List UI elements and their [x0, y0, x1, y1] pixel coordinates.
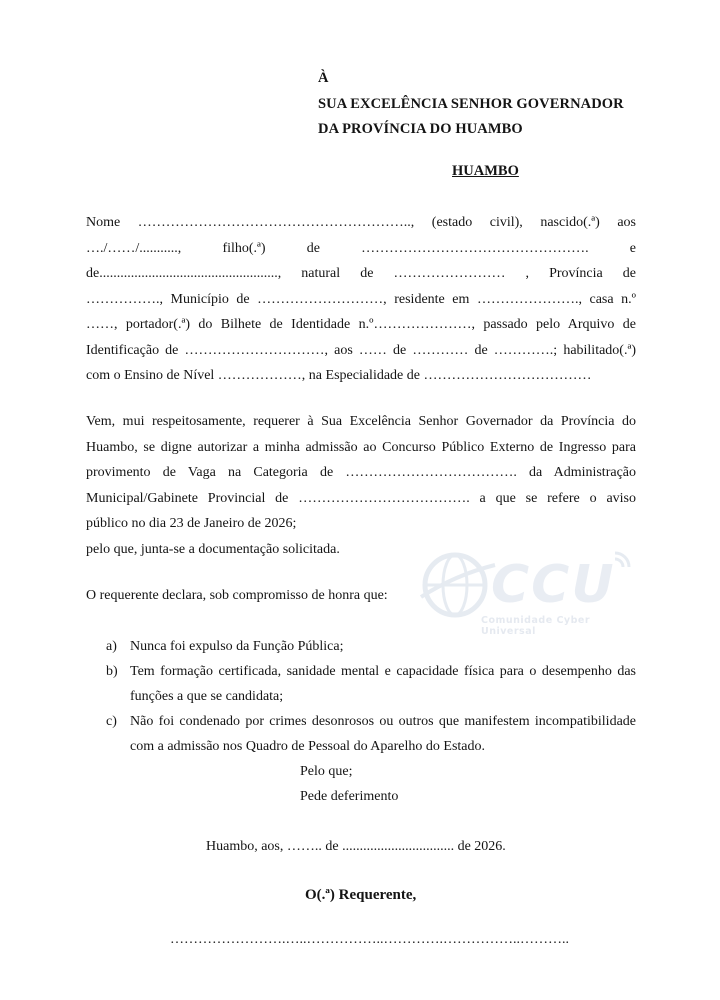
item-text: funções a que se candidata;	[130, 689, 284, 704]
item-text: com a admissão nos Quadro de Pessoal do Aparelho do Estado.	[130, 739, 485, 754]
closing-line: Pede deferimento	[300, 789, 399, 804]
addressee-line-1: À	[318, 70, 329, 86]
request-line: Huambo, se digne autorizar a minha admissão ao Concurso Público Externo de Ingresso para	[86, 440, 636, 455]
date-line: Huambo, aos, …….. de ................................ de 2026.	[206, 839, 506, 854]
item-label: c)	[106, 714, 117, 729]
item-text: Nunca foi expulso da Função Pública;	[130, 639, 344, 654]
identification-line: de..................................................., natural de …………………… , Província de	[86, 266, 636, 281]
ccu-watermark	[415, 545, 645, 635]
signature-line: …………………….…..……………..………….……………..………..	[170, 932, 569, 947]
addressee-line-2: SUA EXCELÊNCIA SENHOR GOVERNADOR	[318, 96, 624, 112]
identification-line: …./……/..........., filho(.ª) de …………………………………………. e	[86, 241, 636, 256]
identification-line: ……………., Município de ………………………, residente em …………………., casa n.º	[86, 292, 636, 307]
watermark-logo-text: CCU	[491, 555, 616, 615]
addressee-line-3: DA PROVÍNCIA DO HUAMBO	[318, 121, 523, 137]
signature-label: O(.ª) Requerente,	[305, 887, 417, 903]
watermark-subtitle: Comunidade Cyber Universal	[481, 615, 591, 637]
request-line: pelo que, junta-se a documentação solicitada.	[86, 542, 340, 557]
declaration-intro: O requerente declara, sob compromisso de honra que:	[86, 588, 388, 603]
request-line: público no dia 23 de Janeiro de 2026;	[86, 516, 297, 531]
item-text: Não foi condenado por crimes desonrosos ou outros que manifestem incompatibilidade	[130, 714, 636, 729]
identification-line: Nome ………………………………………………….., (estado civil), nascido(.ª) aos	[86, 215, 636, 230]
request-line: Municipal/Gabinete Provincial de ………………………………. a que se refere o aviso	[86, 491, 636, 506]
identification-line: com o Ensino de Nível ………………, na Especialidade de ………………………………	[86, 368, 592, 383]
item-text: Tem formação certificada, sanidade mental e capacidade física para o desempenho das	[130, 664, 636, 679]
identification-line: ……, portador(.ª) do Bilhete de Identidade n.º…………………, passado pelo Arquivo de	[86, 317, 636, 332]
closing-line: Pelo que;	[300, 764, 353, 779]
request-line: Vem, mui respeitosamente, requerer à Sua Excelência Senhor Governador da Província do	[86, 414, 636, 429]
addressee-city: HUAMBO	[452, 163, 519, 179]
item-label: b)	[106, 664, 118, 679]
identification-line: Identificação de …………………………, aos …… de ………… de ………….; habilitado(.ª)	[86, 343, 636, 358]
item-label: a)	[106, 639, 117, 654]
request-line: provimento de Vaga na Categoria de ………………………………. da Administração	[86, 465, 636, 480]
